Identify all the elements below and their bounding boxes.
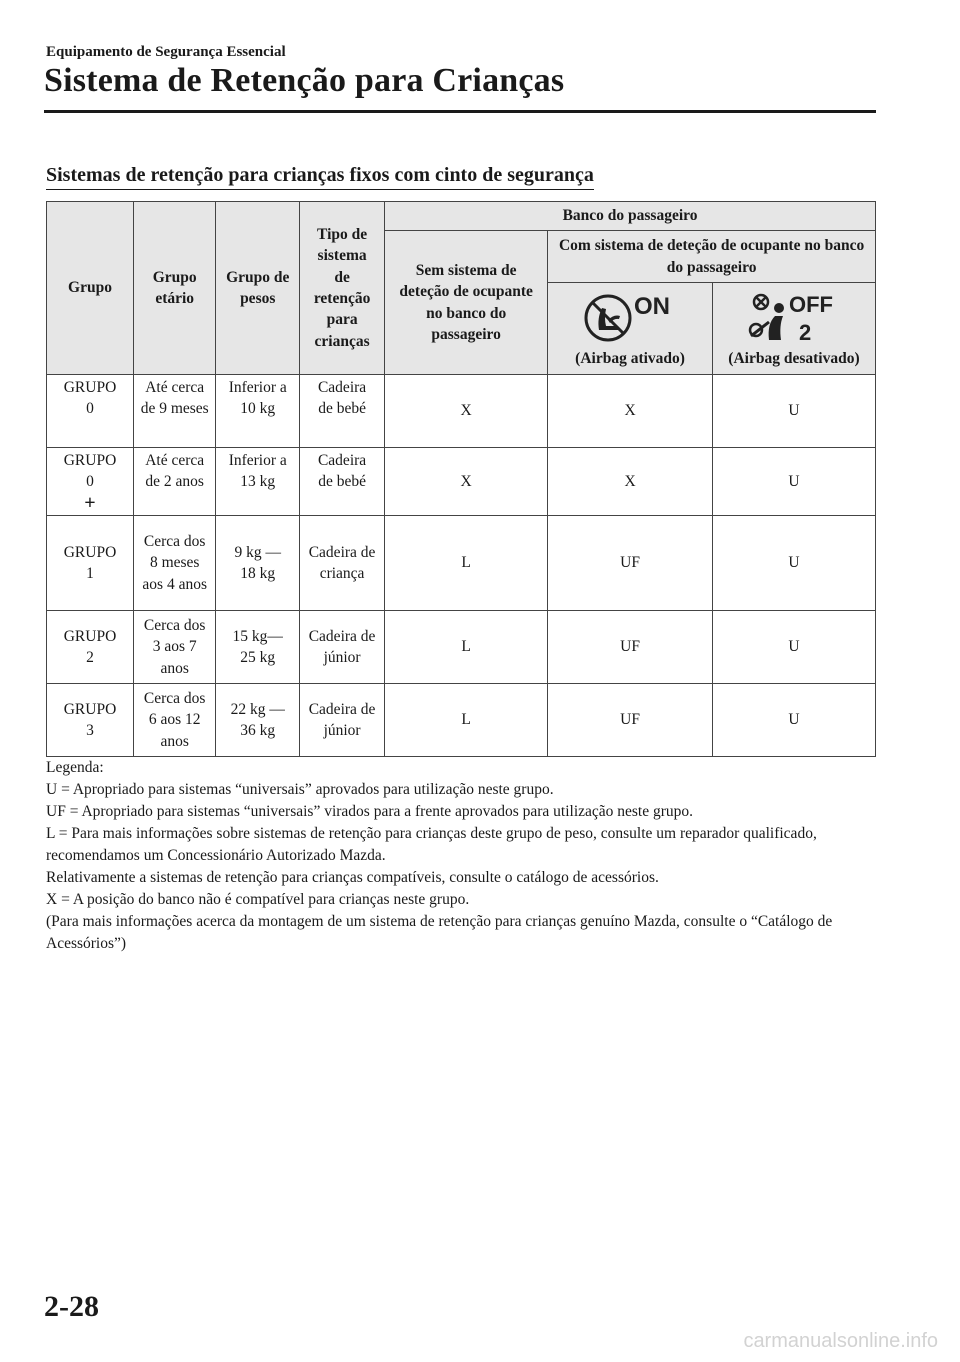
cell-grupo-pesos: 22 kg — 36 kg: [216, 684, 300, 757]
col-header-banco-passageiro: Banco do passageiro: [385, 202, 876, 231]
cell-grupo-etario: Cerca dos 6 aos 12 anos: [134, 684, 216, 757]
table-row: [47, 516, 876, 611]
col-header-airbag-on: [548, 283, 713, 375]
cell-grupo-etario: Até cerca de 2 anos: [134, 448, 216, 516]
cell-airbag-off: U: [712, 611, 875, 684]
cell-grupo: GRUPO 0+: [47, 448, 134, 516]
legend-item-l: L = Para mais informações sobre sistemas de retenção para crianças deste grupo de peso, consulte um reparador qualificado, recomendamos um Concessionário Autorizado Mazda.: [46, 825, 817, 864]
cell-tipo: Cadeira de júnior: [300, 611, 385, 684]
cell-grupo-etario: Cerca dos 3 aos 7 anos: [134, 611, 216, 684]
cell-tipo: Cadeira de bebé: [300, 375, 385, 448]
cell-tipo: Cadeira de júnior: [300, 684, 385, 757]
col-header-tipo: Tipo de sistema de retenção para crianças: [300, 202, 385, 375]
svg-text:OFF: OFF: [788, 291, 833, 317]
cell-grupo: GRUPO 3: [47, 684, 134, 757]
cell-tipo: Cadeira de criança: [300, 516, 385, 611]
cell-airbag-on: UF: [548, 516, 713, 611]
cell-grupo-pesos: 9 kg — 18 kg: [216, 516, 300, 611]
legend-item-u: U = Apropriado para sistemas “universais” aprovados para utilização neste grupo.: [46, 781, 554, 798]
cell-grupo-etario: Cerca dos 8 meses aos 4 anos: [134, 516, 216, 611]
legend-note-mazda: (Para mais informações acerca da montagem de um sistema de retenção para crianças genuíno Mazda, consulte o “Catálogo de Acessórios”): [46, 913, 833, 952]
airbag-off-caption: (Airbag desativado): [728, 349, 860, 367]
passenger-airbag-off-icon: [739, 290, 849, 344]
cell-grupo: GRUPO 1: [47, 516, 134, 611]
airbag-on-caption: (Airbag ativado): [575, 349, 685, 367]
watermark: carmanualsonline.info: [743, 1330, 938, 1352]
col-header-grupo-etario: Grupo etário: [134, 202, 216, 375]
cell-grupo-pesos: Inferior a 13 kg: [216, 448, 300, 516]
cell-sem-sistema: L: [385, 684, 548, 757]
svg-text:ON: ON: [634, 292, 671, 320]
table-row: [47, 611, 876, 684]
cell-airbag-on: X: [548, 448, 713, 516]
cell-sem-sistema: L: [385, 516, 548, 611]
cell-grupo: GRUPO 2: [47, 611, 134, 684]
table-row: [47, 375, 876, 448]
table-row: [47, 684, 876, 757]
plus-sign: +: [84, 491, 96, 514]
col-header-grupo-pesos: Grupo de pesos: [216, 202, 300, 375]
cell-airbag-on: X: [548, 375, 713, 448]
col-header-grupo: Grupo: [47, 202, 134, 375]
cell-airbag-on: UF: [548, 684, 713, 757]
cell-sem-sistema: L: [385, 611, 548, 684]
table-heading: Sistemas de retenção para crianças fixos com cinto de segurança: [46, 164, 594, 190]
child-restraint-compatibility-table: [46, 201, 876, 757]
chapter-title: Sistema de Retenção para Crianças: [44, 62, 565, 99]
legend-item-uf: UF = Apropriado para sistemas “universais” virados para a frente aprovados para utilização neste grupo.: [46, 803, 694, 820]
table-row: [47, 448, 876, 516]
cell-sem-sistema: X: [385, 448, 548, 516]
legend-title: Legenda:: [46, 759, 104, 776]
cell-grupo-etario: Até cerca de 9 meses: [134, 375, 216, 448]
cell-airbag-on: UF: [548, 611, 713, 684]
cell-airbag-off: U: [712, 516, 875, 611]
section-label: Equipamento de Segurança Essencial: [46, 44, 286, 60]
cell-grupo-pesos: 15 kg— 25 kg: [216, 611, 300, 684]
child-seat-airbag-on-icon: [582, 290, 678, 344]
header-rule: [44, 110, 876, 113]
legend: [46, 757, 876, 955]
cell-airbag-off: U: [712, 684, 875, 757]
svg-text:2: 2: [798, 319, 812, 344]
col-header-com-sistema: Com sistema de deteção de ocupante no banco do passageiro: [548, 231, 876, 283]
col-header-sem-sistema: Sem sistema de deteção de ocupante no banco do passageiro: [385, 231, 548, 375]
cell-grupo-pesos: Inferior a 10 kg: [216, 375, 300, 448]
cell-airbag-off: U: [712, 448, 875, 516]
col-header-airbag-off: [712, 283, 875, 375]
page-number: 2-28: [44, 1290, 99, 1323]
legend-item-x: X = A posição do banco não é compatível para crianças neste grupo.: [46, 891, 470, 908]
legend-note-accessories: Relativamente a sistemas de retenção para crianças compatíveis, consulte o catálogo de acessórios.: [46, 869, 659, 886]
cell-sem-sistema: X: [385, 375, 548, 448]
cell-tipo: Cadeira de bebé: [300, 448, 385, 516]
cell-airbag-off: U: [712, 375, 875, 448]
cell-grupo: GRUPO 0: [47, 375, 134, 448]
